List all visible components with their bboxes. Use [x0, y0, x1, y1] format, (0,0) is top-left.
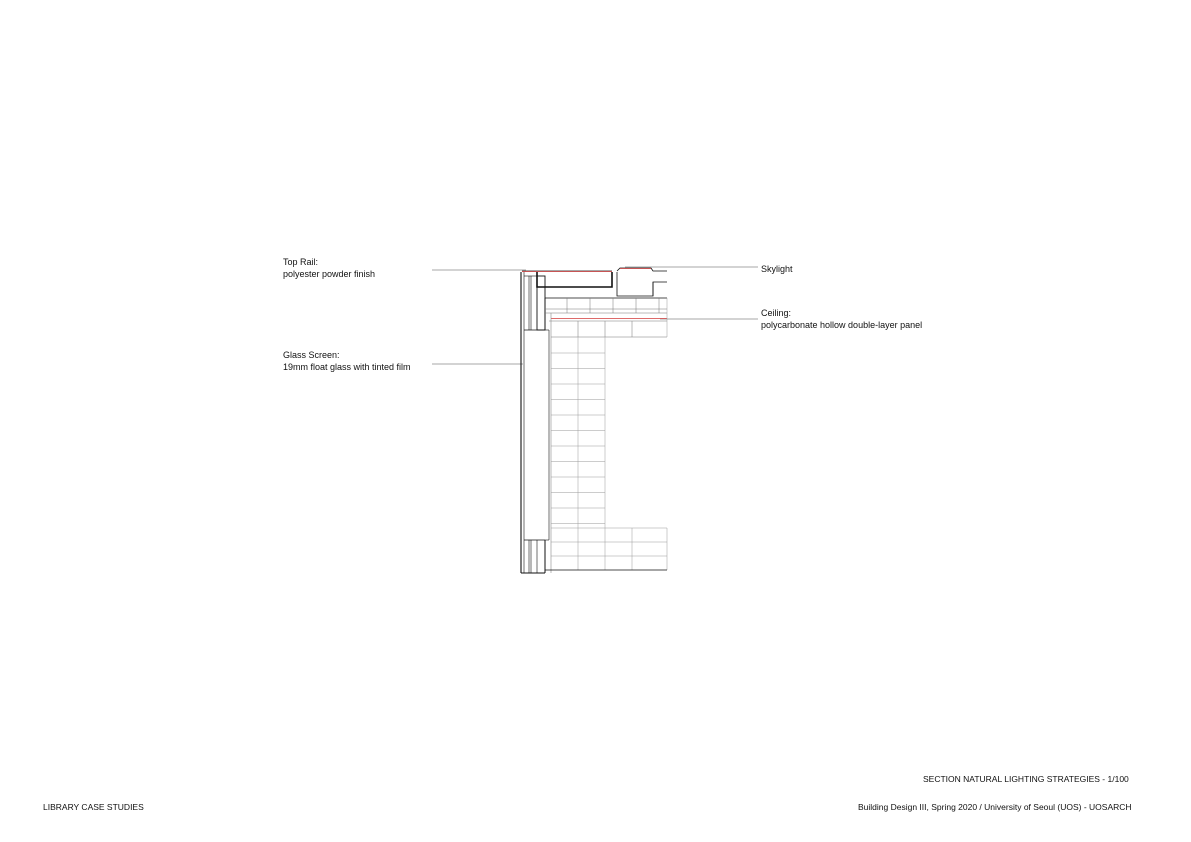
top-rail-title: Top Rail: [283, 257, 319, 267]
roof-profile [522, 268, 667, 330]
glass-screen-title: Glass Screen: [283, 350, 340, 360]
glass-screen-detail: 19mm float glass with tinted film [283, 361, 411, 372]
leader-lines [432, 267, 758, 364]
ceiling-detail: polycarbonate hollow double-layer panel [761, 319, 923, 330]
ceiling-band [545, 298, 667, 573]
skylight-title: Skylight [761, 264, 793, 274]
course-credit: Building Design III, Spring 2020 / University of Seoul (UOS) - UOSARCH [858, 802, 1132, 812]
project-title: LIBRARY CASE STUDIES [43, 802, 144, 812]
sheet-title: SECTION NATURAL LIGHTING STRATEGIES - 1/100 [923, 774, 1129, 784]
ceiling-title: Ceiling: [761, 308, 792, 318]
top-rail-detail: polyester powder finish [283, 268, 376, 279]
shelf-grid [551, 298, 667, 570]
